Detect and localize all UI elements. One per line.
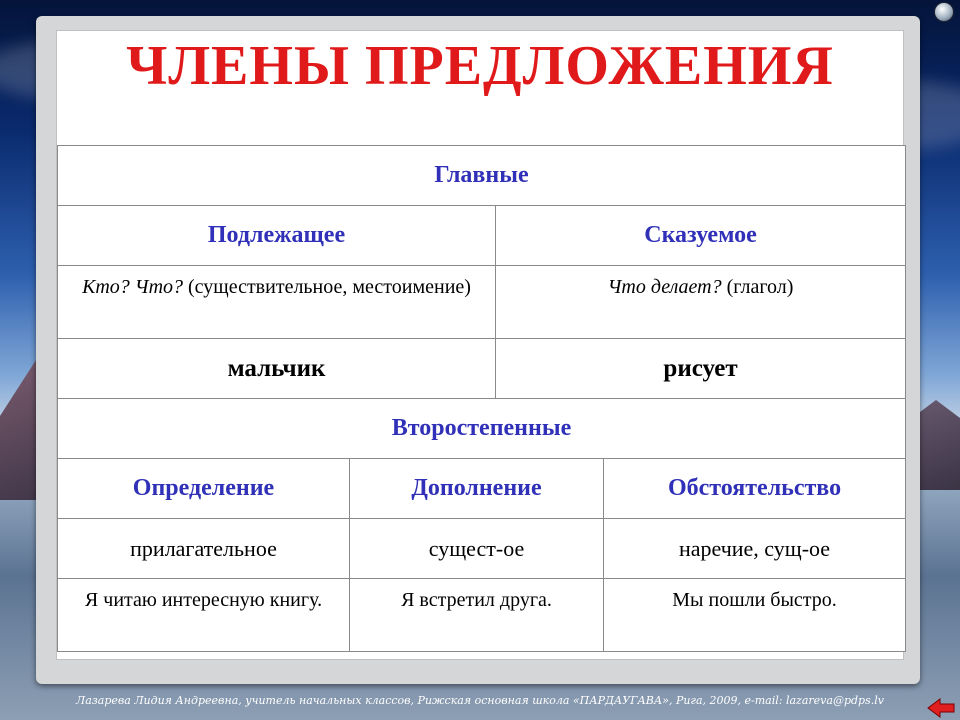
author-footer: Лазарева Лидия Андреевна, учитель начальных классов, Рижская основная школа «ПАРДАУГАВА», Рига, 2009, e-mail: lazareva@pdps.lv: [76, 694, 884, 707]
predicate-question-words: Что делает?: [607, 276, 722, 298]
subject-question-words: Кто? Что?: [82, 276, 184, 298]
predicate-question-hint: (глагол): [721, 276, 794, 298]
subject-question: [58, 266, 496, 339]
predicate-question: [496, 266, 906, 339]
back-arrow-icon[interactable]: [926, 698, 956, 718]
slide-title: ЧЛЕНЫ ПРЕДЛОЖЕНИЯ: [126, 35, 834, 97]
main-members-header: Главные: [58, 146, 906, 206]
object-label: Дополнение: [350, 459, 604, 519]
adverbial-example: Мы пошли быстро.: [604, 579, 906, 652]
members-table: [57, 145, 906, 652]
predicate-label: Сказуемое: [496, 206, 906, 266]
globe-icon[interactable]: [934, 2, 954, 22]
subject-question-hint: (существительное, местоимение): [183, 276, 471, 298]
attribute-part: прилагательное: [58, 519, 350, 579]
adverbial-part: наречие, сущ-ое: [604, 519, 906, 579]
adverbial-label: Обстоятельство: [604, 459, 906, 519]
predicate-example: рисует: [496, 339, 906, 399]
subject-label: Подлежащее: [58, 206, 496, 266]
attribute-label: Определение: [58, 459, 350, 519]
secondary-members-header: Второстепенные: [58, 399, 906, 459]
attribute-example: Я читаю интересную книгу.: [58, 579, 350, 652]
object-example: Я встретил друга.: [350, 579, 604, 652]
object-part: сущест-ое: [350, 519, 604, 579]
subject-example: мальчик: [58, 339, 496, 399]
